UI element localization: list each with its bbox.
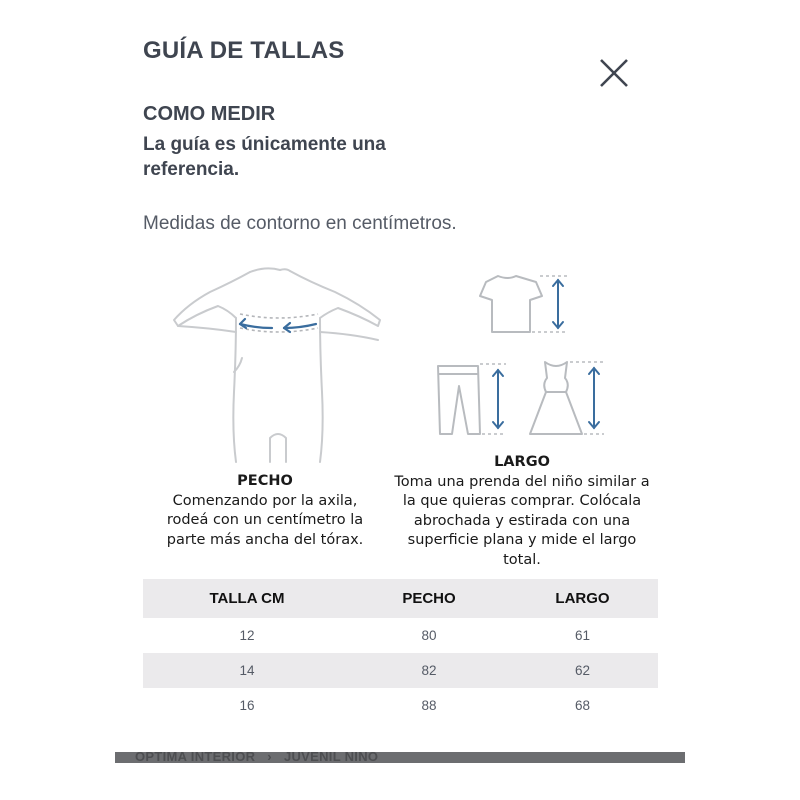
- cell-size: 12: [239, 628, 255, 643]
- length-instruction-text: Toma una prenda del niño similar a la que quieras comprar. Colócala abrochada y estirada con una superficie plana y mide el largo total.: [394, 473, 650, 568]
- length-instruction-title: LARGO: [494, 454, 550, 470]
- pants-icon: [438, 366, 480, 434]
- header-chest: PECHO: [351, 579, 507, 618]
- cell-chest: 88: [421, 698, 437, 713]
- reference-note: La guía es únicamente una referencia.: [143, 134, 386, 180]
- cell-length: 61: [574, 628, 591, 643]
- breadcrumb-item-optima-interior[interactable]: OPTIMA INTERIOR: [135, 749, 256, 764]
- cell-chest: 80: [421, 628, 437, 643]
- chest-instruction: [150, 472, 380, 550]
- dress-icon: [530, 362, 582, 434]
- header-length: LARGO: [507, 579, 658, 618]
- cell-size: 14: [143, 653, 351, 688]
- how-to-measure-heading: COMO MEDIR: [143, 103, 276, 125]
- chest-instruction-text: Comenzando por la axila, rodeá con un centímetro la parte más ancha del tórax.: [166, 492, 364, 548]
- breadcrumb-item-juvenil-nino[interactable]: JUVENIL NINO: [283, 749, 379, 764]
- units-text: Medidas de contorno en centímetros.: [143, 213, 457, 234]
- breadcrumb: [135, 749, 378, 764]
- length-instruction: [388, 453, 656, 570]
- table-row: [143, 653, 658, 688]
- chest-measure-illustration: [170, 262, 385, 467]
- cell-length: 62: [507, 653, 658, 688]
- cell-length: 68: [574, 698, 591, 713]
- breadcrumb-separator: ›: [267, 749, 272, 764]
- close-icon[interactable]: [597, 56, 631, 90]
- chest-arrows: [240, 319, 316, 332]
- chest-instruction-title: PECHO: [237, 473, 293, 489]
- header-size: TALLA CM: [143, 579, 351, 618]
- modal-title: GUÍA DE TALLAS: [143, 37, 345, 64]
- size-table: [143, 579, 658, 723]
- table-row: [143, 688, 658, 723]
- table-row: [143, 618, 658, 653]
- cell-size: 16: [239, 698, 255, 713]
- size-table-header: [143, 579, 658, 618]
- cell-chest: 82: [351, 653, 507, 688]
- tshirt-icon: [480, 276, 542, 332]
- length-measure-illustration: [428, 268, 618, 443]
- close-button[interactable]: [597, 56, 631, 90]
